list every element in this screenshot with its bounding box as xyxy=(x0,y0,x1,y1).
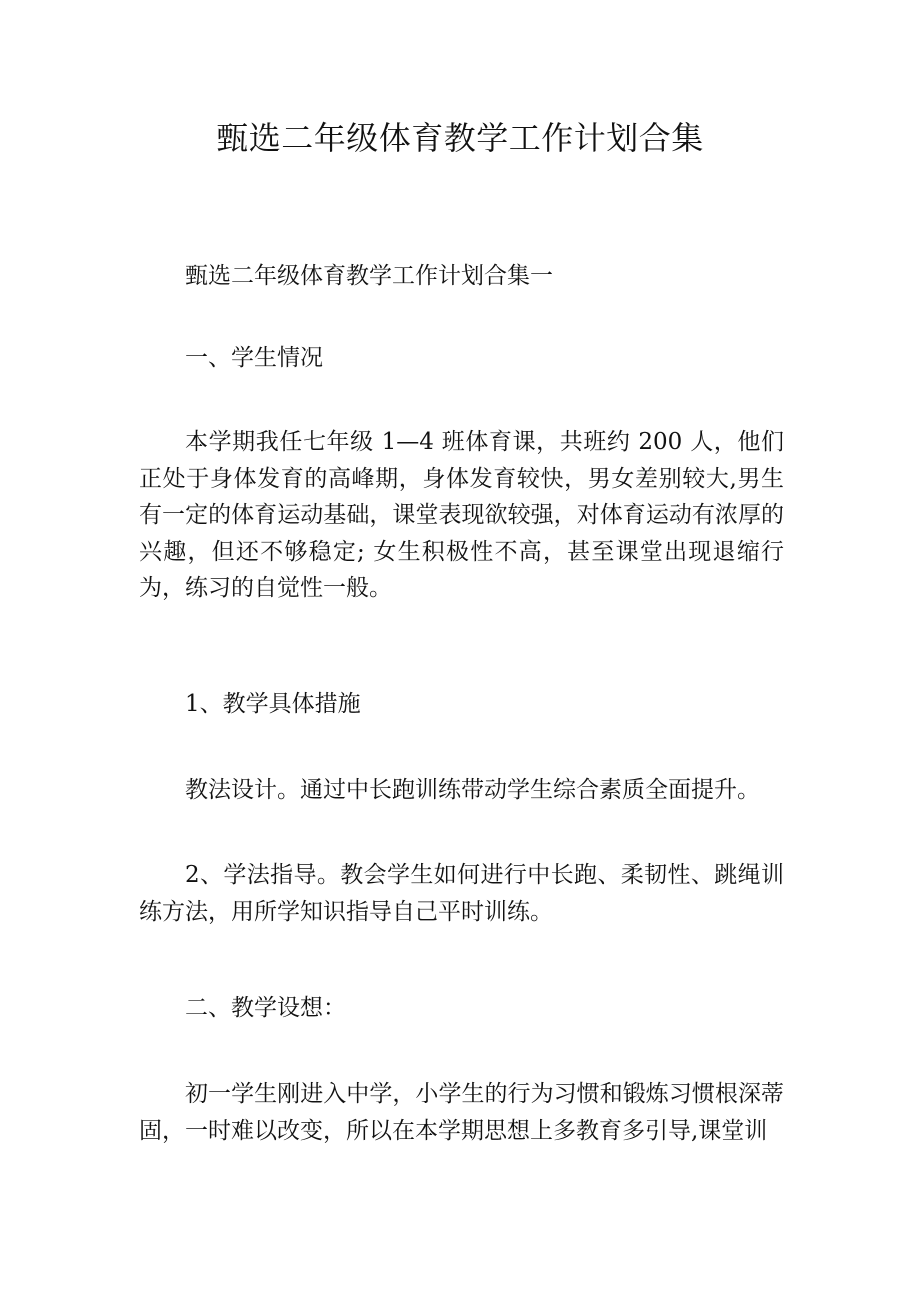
section-2-heading: 二、教学设想： xyxy=(185,995,346,1021)
item-1-heading: 1、教学具体措施 xyxy=(185,691,361,717)
item-2-paragraph: 2、学法指导。教会学生如何进行中长跑、柔韧性、跳绳训练方法，用所学知识指导自己平时训练。 xyxy=(139,862,784,925)
section-2-paragraph: 初一学生刚进入中学，小学生的行为习惯和锻炼习惯根深蒂固，一时难以改变，所以在本学期思想上多教育多引导,课堂训 xyxy=(139,1081,784,1144)
document-title: 甄选二年级体育教学工作计划合集 xyxy=(216,119,704,157)
section-1-paragraph: 本学期我任七年级 1—4 班体育课，共班约 200 人，他们正处于身体发育的高峰期，身体发育较快，男女差别较大,男生有一定的体育运动基础，课堂表现欲较强，对体育运动有浓厚的兴趣，但还不够稳定; 女生积极性不高，甚至课堂出现退缩行为，练习的自觉性一般。 xyxy=(139,429,784,601)
item-1-paragraph: 教法设计。通过中长跑训练带动学生综合素质全面提升。 xyxy=(185,777,760,803)
document-subtitle: 甄选二年级体育教学工作计划合集一 xyxy=(185,263,553,289)
section-1-heading: 一、学生情况 xyxy=(185,345,323,371)
